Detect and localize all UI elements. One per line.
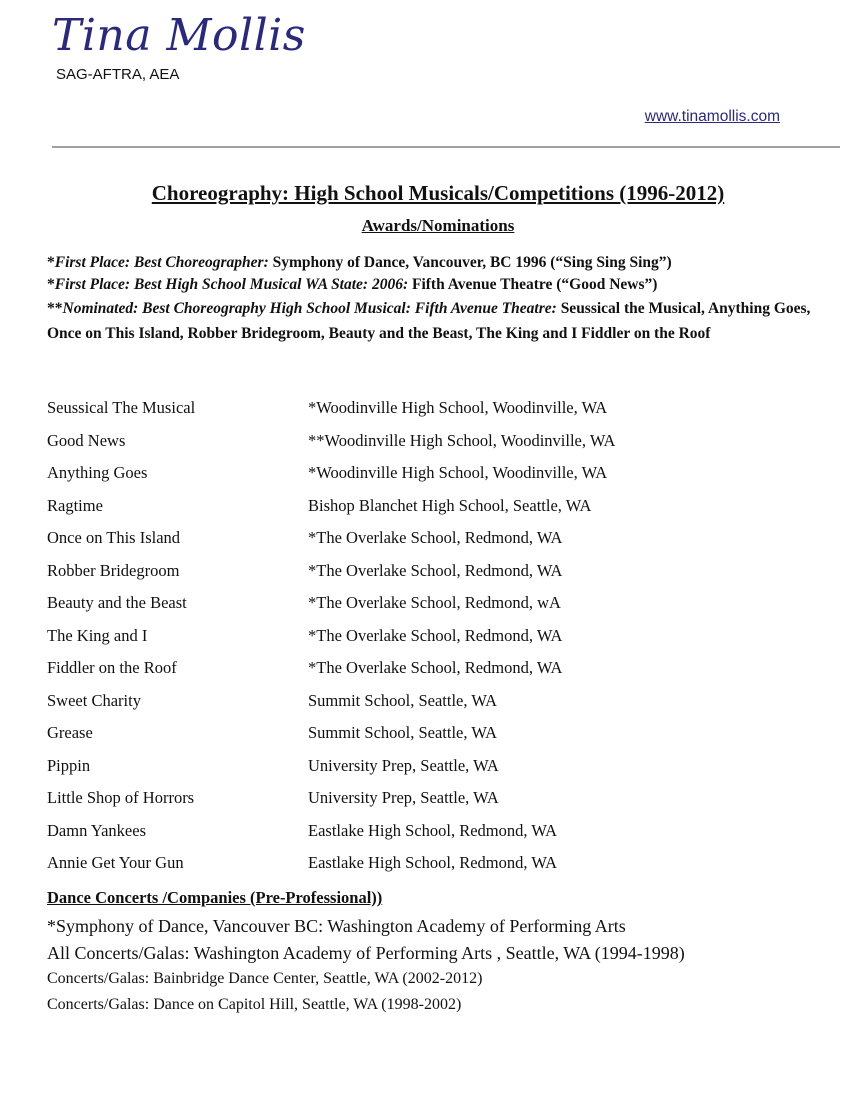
credit-row xyxy=(47,561,827,594)
award-prefix: * xyxy=(47,276,55,293)
awards-heading: Awards/Nominations xyxy=(361,216,515,235)
credit-row xyxy=(47,593,827,626)
show-title: Good News xyxy=(47,430,126,450)
section-title: Choreography: High School Musicals/Competitions (1996-2012) xyxy=(151,181,725,205)
credits-list xyxy=(47,398,827,886)
concert-line: Concerts/Galas: Bainbridge Dance Center, Seattle, WA (2002-2012) xyxy=(47,970,483,987)
show-title: Robber Bridegroom xyxy=(47,560,180,580)
credit-row xyxy=(47,626,827,659)
venue: *The Overlake School, Redmond, WA xyxy=(308,625,563,645)
credit-row xyxy=(47,398,827,431)
award-label: First Place: Best Choreographer: xyxy=(54,254,269,271)
show-title: Grease xyxy=(47,723,93,742)
award-item xyxy=(47,274,847,296)
award-item xyxy=(47,252,847,274)
credit-row xyxy=(47,528,827,561)
award-prefix: * xyxy=(47,254,55,271)
venue: *The Overlake School, Redmond, WA xyxy=(308,528,563,547)
credit-row xyxy=(47,691,827,724)
show-title: Ragtime xyxy=(47,495,103,515)
award-text: Fifth Avenue Theatre (“Good News”) xyxy=(408,276,658,293)
show-title: Seussical The Musical xyxy=(47,398,196,417)
header-divider xyxy=(52,146,840,148)
credit-row xyxy=(47,496,827,529)
concerts-list xyxy=(47,916,847,1022)
award-text: Symphony of Dance, Vancouver, BC 1996 (“Sing Sing Sing”) xyxy=(268,254,672,271)
venue: Summit School, Seattle, WA xyxy=(308,723,497,742)
show-title: Annie Get Your Gun xyxy=(47,853,184,872)
award-item xyxy=(47,296,847,346)
concert-line: Concerts/Galas: Dance on Capitol Hill, Seattle, WA (1998-2002) xyxy=(47,996,462,1013)
venue: Bishop Blanchet High School, Seattle, WA xyxy=(308,495,592,515)
award-text: Seussical the Musical, Anything Goes, Once on This Island, Robber Bridegroom, Beauty and the Beast, The King and I Fiddler on the Roof xyxy=(47,300,811,342)
show-title: Anything Goes xyxy=(47,463,148,482)
venue: *Woodinville High School, Woodinville, WA xyxy=(308,398,608,417)
credit-row xyxy=(47,463,827,496)
venue: *The Overlake School, Redmond, WA xyxy=(308,560,563,580)
venue: Eastlake High School, Redmond, WA xyxy=(308,853,557,872)
credit-row xyxy=(47,853,827,886)
awards-list xyxy=(47,252,847,346)
award-label: Nominated: Best Choreography High School Musical: Fifth Avenue Theatre: xyxy=(62,300,557,317)
union-affiliations: SAG-AFTRA, AEA xyxy=(56,66,180,83)
show-title: Little Shop of Horrors xyxy=(47,788,195,807)
venue: University Prep, Seattle, WA xyxy=(308,788,499,807)
venue: Summit School, Seattle, WA xyxy=(308,690,497,710)
website-link[interactable]: www.tinamollis.com xyxy=(644,108,780,125)
show-title: The King and I xyxy=(47,625,148,645)
venue: *Woodinville High School, Woodinville, WA xyxy=(308,463,608,482)
concert-line: *Symphony of Dance, Vancouver BC: Washington Academy of Performing Arts xyxy=(47,916,626,936)
award-label: First Place: Best High School Musical WA State: 2006: xyxy=(54,276,409,293)
venue: *The Overlake School, Redmond, wA xyxy=(308,593,561,612)
show-title: Fiddler on the Roof xyxy=(47,658,177,677)
show-title: Sweet Charity xyxy=(47,690,141,710)
credit-row xyxy=(47,431,827,464)
show-title: Beauty and the Beast xyxy=(47,593,187,612)
credit-row xyxy=(47,788,827,821)
venue: University Prep, Seattle, WA xyxy=(308,755,499,775)
credit-row xyxy=(47,658,827,691)
credit-row xyxy=(47,756,827,789)
venue: *The Overlake School, Redmond, WA xyxy=(308,658,563,677)
show-title: Once on This Island xyxy=(47,528,181,547)
concert-line: All Concerts/Galas: Washington Academy of Performing Arts , Seattle, WA (1994-1998) xyxy=(47,943,685,963)
show-title: Damn Yankees xyxy=(47,820,146,840)
show-title: Pippin xyxy=(47,755,91,775)
award-prefix: ** xyxy=(47,300,63,317)
venue: **Woodinville High School, Woodinville, WA xyxy=(308,430,616,450)
venue: Eastlake High School, Redmond, WA xyxy=(308,820,557,840)
performer-name: Tina Mollis xyxy=(52,10,306,61)
credit-row xyxy=(47,821,827,854)
dance-heading: Dance Concerts /Companies (Pre-Professional)) xyxy=(47,888,383,907)
credit-row xyxy=(47,723,827,756)
